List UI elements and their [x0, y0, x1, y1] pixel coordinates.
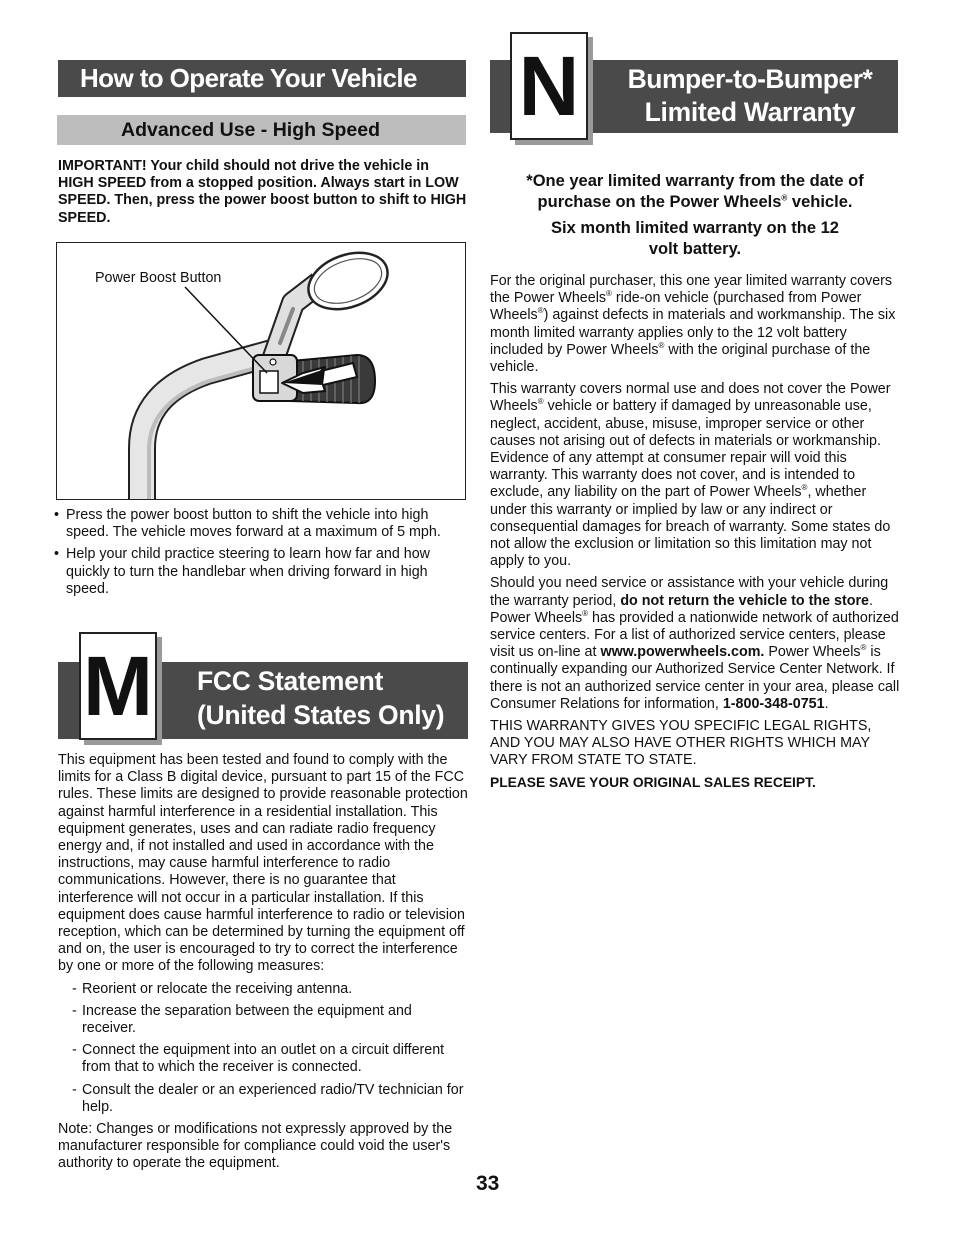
handlebar-illustration [57, 243, 465, 499]
handlebar-figure [56, 242, 466, 500]
list-item: • Press the power boost button to shift the vehicle into high speed. The vehicle moves forward at a maximum of 5 mph. [54, 507, 454, 541]
warranty-receipt-note: PLEASE SAVE YOUR ORIGINAL SALES RECEIPT. [490, 774, 816, 790]
warranty-paragraph-3: Should you need service or assistance with your vehicle during the warranty period, do not return the vehicle to the store. Power Wheels® has provided a nationwide network of authorized service centers. For a list of authorized service centers, please visit us on-line at www.powerwheels.com. Power Wheels® is continually expanding our Authorized Service Center Network. If there is not an authorized service center in your area, please call Consumer Relations for information, 1-800-348-0751. [490, 575, 900, 712]
list-item: • Help your child practice steering to learn how far and how quickly to turn the handlebar when driving forward in high speed. [54, 546, 454, 598]
warranty-body [490, 273, 900, 791]
warranty-title-line2: Limited Warranty [644, 97, 856, 127]
bullet-list [54, 507, 454, 598]
list-item: - Connect the equipment into an outlet on a circuit different from that to which the receiver is connected. [58, 1042, 468, 1076]
section-letter: M [83, 639, 153, 733]
list-item: - Reorient or relocate the receiving antenna. [58, 981, 468, 998]
list-item: - Increase the separation between the equipment and receiver. [58, 1003, 468, 1037]
subsection-title: Advanced Use - High Speed [121, 119, 380, 141]
important-note [58, 158, 468, 227]
subsection-bar [57, 115, 466, 145]
fcc-title-line2: (United States Only) [197, 700, 445, 730]
website-link: www.powerwheels.com. [600, 644, 765, 661]
important-text: Your child should not drive the vehicle in HIGH SPEED from a stopped position. Always start in LOW SPEED. Then, press the power boost button to shift to HIGH SPEED. [58, 158, 467, 226]
fcc-title-line1: FCC Statement [197, 666, 384, 696]
section-banner-operate [58, 60, 466, 97]
fcc-note: Note: Changes or modifications not expressly approved by the manufacturer responsible for compliance could void the user's authority to operate the equipment. [58, 1121, 453, 1172]
warranty-legal-rights: THIS WARRANTY GIVES YOU SPECIFIC LEGAL RIGHTS, AND YOU MAY ALSO HAVE OTHER RIGHTS WHICH MAY VARY FROM STATE TO STATE. [490, 718, 872, 769]
page-number: 33 [476, 1172, 500, 1195]
warranty-title-line1: Bumper-to-Bumper* [627, 64, 873, 94]
warranty-headline-2: Six month limited warranty on the 12 volt battery. [551, 219, 839, 258]
section-letter: N [518, 39, 580, 133]
warranty-headline-1: *One year limited warranty from the date of purchase on the Power Wheels® vehicle. [526, 172, 864, 211]
fcc-body [58, 752, 468, 1173]
figure-label: Power Boost Button [95, 270, 222, 286]
warranty-paragraph-2: This warranty covers normal use and does not cover the Power Wheels® vehicle or battery if damaged by unreasonable use, neglect, accident, abuse, misuse, improper service or other causes not arising out of defects in materials or workmanship. Evidence of any attempt at consumer repair will void this warranty. This warranty does not cover, and is intended to exclude, any liability on the part of Power Wheels®, whether under this warranty or implied by law or any indirect or consequential damages for breach of warranty. Some states do not allow the exclusion or limitation so this limitation may not apply to you. [490, 381, 891, 570]
fcc-intro: This equipment has been tested and found to comply with the limits for a Class B digital device, pursuant to part 15 of the FCC rules. These limits are designed to provide reasonable protection against harmful interference in a residential installation. This equipment generates, uses and can radiate radio frequency energy and, if not installed and used in accordance with the instructions, may cause harmful interference to radio communications. However, there is no guarantee that interference will not occur in a particular installation. If this equipment does cause harmful interference to radio or television reception, which can be determined by turning the equipment off and on, the user is encouraged to try to correct the interference by one or more of the following measures: [58, 752, 468, 975]
important-lead: IMPORTANT! [58, 158, 147, 174]
warranty-paragraph-1: For the original purchaser, this one year limited warranty covers the Power Wheels® ride-on vehicle (purchased from Power Wheels®) against defects in materials and workmanship. The six month limited warranty applies only to the 12 volt battery included by Power Wheels® with the original purchase of the vehicle. [490, 273, 896, 376]
warranty-headline [490, 171, 900, 259]
section-title: How to Operate Your Vehicle [80, 63, 417, 93]
phone-number: 1-800-348-0751 [722, 695, 825, 712]
section-letter-m [79, 632, 157, 740]
section-letter-n [510, 32, 588, 140]
list-item: - Consult the dealer or an experienced radio/TV technician for help. [58, 1082, 468, 1116]
